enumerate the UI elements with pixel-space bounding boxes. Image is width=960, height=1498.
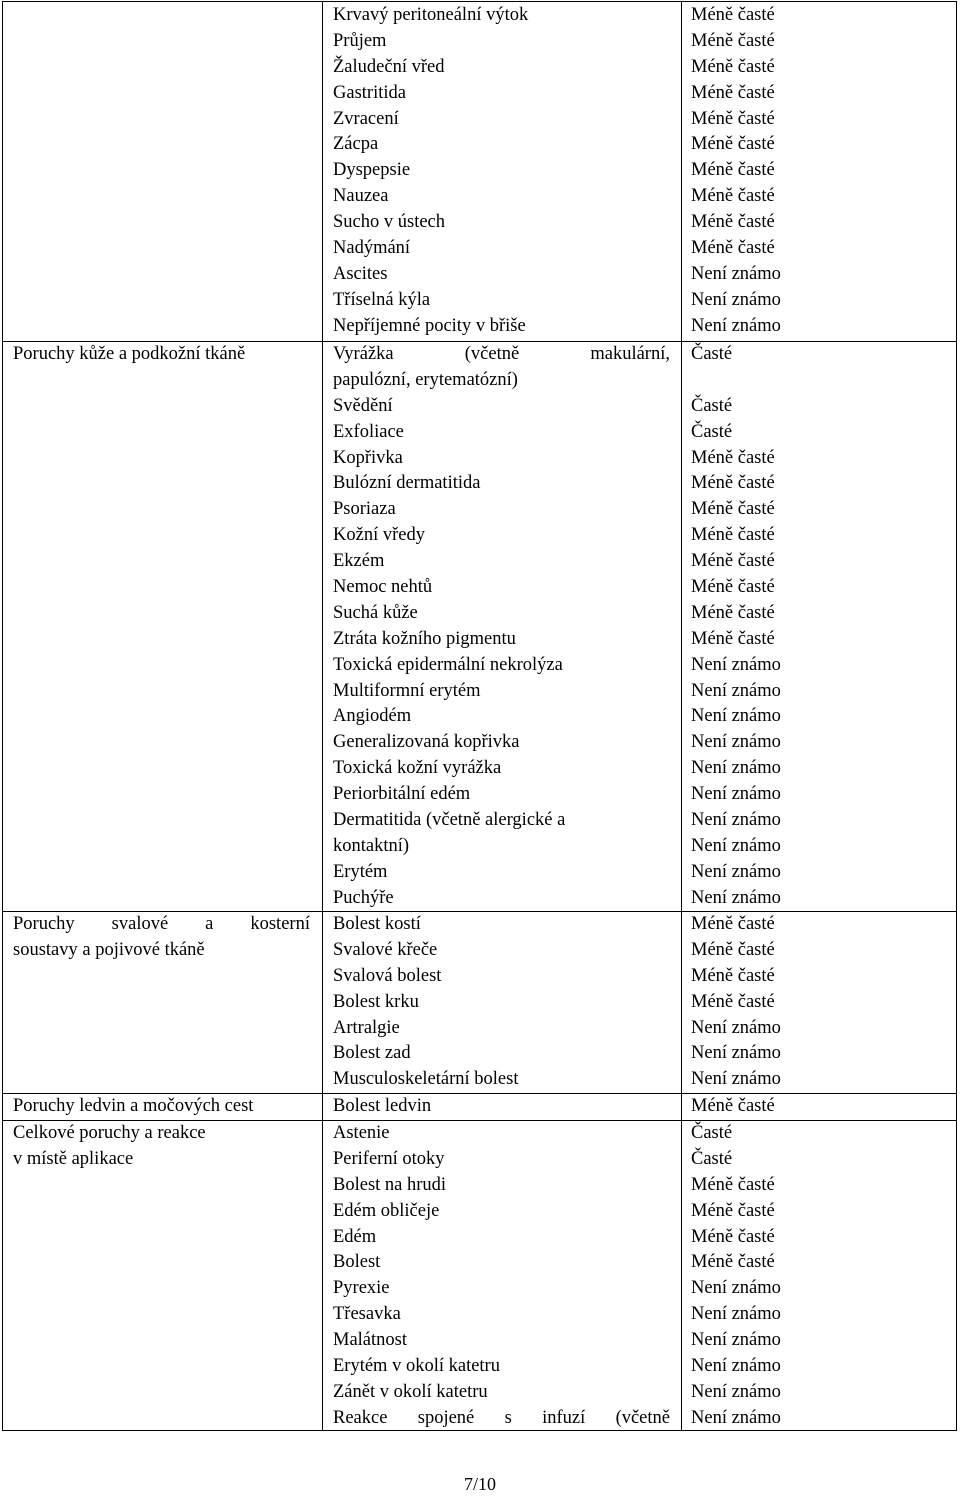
effect-text: Astenie: [333, 1123, 390, 1143]
frequency-text: Méně časté: [691, 5, 775, 25]
effect-text: Bolest na hrudi: [333, 1174, 447, 1195]
effect-text: Bolest kostí: [333, 914, 421, 934]
frequency-text: Není známo: [691, 1043, 781, 1064]
effect-text: Edém: [333, 1226, 377, 1247]
effect-text: Suchá kůže: [333, 602, 418, 623]
effect-text: Nadýmání: [333, 238, 411, 259]
column-divider: [322, 2, 323, 1430]
frequency-text: Méně časté: [691, 134, 775, 155]
frequency-cell: [691, 1094, 951, 1120]
effect-text: Dyspepsie: [333, 160, 411, 181]
frequency-text: Méně časté: [691, 525, 775, 546]
frequency-text: Méně časté: [691, 212, 775, 233]
effect-text: Vyrážka (včetně makulární,: [333, 344, 670, 364]
effect-text: Zánět v okolí katetru: [333, 1381, 488, 1402]
frequency-text: Méně časté: [691, 499, 775, 520]
frequency-text: Méně časté: [691, 1096, 775, 1116]
effect-text: Bolest ledvin: [333, 1096, 432, 1116]
effect-text: Zácpa: [333, 134, 379, 155]
effect-text: Multiformní erytém: [333, 680, 481, 701]
page-number: 7/10: [463, 1474, 496, 1494]
effect-text: Kožní vředy: [333, 525, 425, 546]
frequency-text: Méně časté: [691, 82, 775, 103]
effect-text: Pyrexie: [333, 1278, 390, 1299]
frequency-cell: [691, 912, 951, 1093]
frequency-cell: [691, 1121, 951, 1432]
frequency-text: Není známo: [691, 732, 781, 753]
frequency-text: Méně časté: [691, 914, 775, 934]
effect-text: Psoriaza: [333, 499, 396, 520]
frequency-text: Méně časté: [691, 447, 775, 468]
effect-text: Toxická kožní vyrážka: [333, 758, 502, 779]
effect-text: Nemoc nehtů: [333, 577, 433, 598]
frequency-text: Časté: [691, 1123, 733, 1143]
frequency-text: Méně časté: [691, 186, 775, 207]
effect-text: Erytém: [333, 861, 388, 882]
effect-text: Ekzém: [333, 551, 385, 572]
frequency-text: Časté: [691, 395, 733, 416]
category-text: soustavy a pojivové tkáně: [13, 939, 205, 960]
effect-text: Erytém v okolí katetru: [333, 1356, 500, 1377]
frequency-text: Méně časté: [691, 991, 775, 1012]
frequency-text: Není známo: [691, 1381, 781, 1402]
frequency-text: Není známo: [691, 784, 781, 805]
effect-text: Třesavka: [333, 1304, 401, 1325]
effect-text: Žaludeční vřed: [333, 56, 445, 77]
frequency-text: Není známo: [691, 887, 781, 908]
effect-text: Musculoskeletární bolest: [333, 1069, 519, 1090]
frequency-text: Méně časté: [691, 1174, 775, 1195]
frequency-text: Méně časté: [691, 56, 775, 77]
frequency-cell: [691, 342, 951, 912]
effect-text: Zvracení: [333, 108, 399, 129]
category-text: Celkové poruchy a reakce: [13, 1123, 206, 1143]
effect-text: Generalizovaná kopřivka: [333, 732, 520, 753]
frequency-text: Není známo: [691, 654, 781, 675]
effect-text: Periferní otoky: [333, 1148, 445, 1169]
effect-text: Reakce spojené s infuzí (včetně: [333, 1407, 670, 1428]
effect-text: Nepříjemné pocity v břiše: [333, 315, 526, 336]
frequency-text: Není známo: [691, 861, 781, 882]
category-cell: [13, 1094, 310, 1120]
frequency-text: Není známo: [691, 1278, 781, 1299]
frequency-cell: [691, 3, 951, 340]
effect-text: Edém obličeje: [333, 1200, 440, 1221]
frequency-text: [691, 368, 951, 394]
category-cell: [13, 912, 310, 964]
effect-text: Bolest zad: [333, 1043, 411, 1064]
effect-text: Svalové křeče: [333, 939, 438, 960]
effect-text: Dermatitida (včetně alergické a: [333, 810, 566, 831]
effect-text: Bulózní dermatitida: [333, 473, 481, 494]
effect-cell: [333, 342, 670, 912]
frequency-text: Méně časté: [691, 1200, 775, 1221]
effect-cell: [333, 912, 670, 1093]
effect-text: Malátnost: [333, 1330, 407, 1351]
effect-text: Exfoliace: [333, 421, 404, 442]
frequency-text: Časté: [691, 1148, 733, 1169]
effect-text: Svědění: [333, 395, 393, 416]
effect-text: Periorbitální edém: [333, 784, 471, 805]
effect-text: Nauzea: [333, 186, 389, 207]
category-text: Poruchy svalové a kosterní: [13, 914, 310, 934]
effect-text: Bolest: [333, 1252, 381, 1273]
frequency-text: Méně časté: [691, 160, 775, 181]
frequency-text: Není známo: [691, 289, 781, 310]
effect-cell: [333, 3, 670, 340]
frequency-text: Není známo: [691, 706, 781, 727]
frequency-text: Není známo: [691, 1304, 781, 1325]
category-text: Poruchy ledvin a močových cest: [13, 1096, 254, 1116]
frequency-text: Méně časté: [691, 1226, 775, 1247]
column-divider: [681, 2, 682, 1430]
frequency-text: Není známo: [691, 315, 781, 336]
effect-text: Ztráta kožního pigmentu: [333, 628, 516, 649]
effect-text: Tříselná kýla: [333, 289, 431, 310]
effect-text: Toxická epidermální nekrolýza: [333, 654, 563, 675]
frequency-text: Méně časté: [691, 551, 775, 572]
effect-text: Sucho v ústech: [333, 212, 446, 233]
effect-text: Artralgie: [333, 1017, 400, 1038]
frequency-text: Časté: [691, 421, 733, 442]
effect-text: kontaktní): [333, 835, 410, 856]
effect-text: papulózní, erytematózní): [333, 369, 518, 390]
effect-text: Gastritida: [333, 82, 406, 103]
frequency-text: Méně časté: [691, 1252, 775, 1273]
effect-text: Puchýře: [333, 887, 394, 908]
frequency-text: Méně časté: [691, 939, 775, 960]
effect-text: Svalová bolest: [333, 965, 442, 986]
frequency-text: Není známo: [691, 1017, 781, 1038]
frequency-text: Není známo: [691, 1407, 781, 1428]
adverse-effects-table: [2, 1, 957, 1431]
frequency-text: Méně časté: [691, 602, 775, 623]
effect-cell: [333, 1094, 670, 1120]
frequency-text: Není známo: [691, 263, 781, 284]
effect-text: Bolest krku: [333, 991, 419, 1012]
category-text: Poruchy kůže a podkožní tkáně: [13, 344, 246, 364]
effect-text: Průjem: [333, 30, 387, 51]
frequency-text: Není známo: [691, 1356, 781, 1377]
frequency-text: Méně časté: [691, 108, 775, 129]
frequency-text: Není známo: [691, 1330, 781, 1351]
frequency-text: Méně časté: [691, 30, 775, 51]
frequency-text: Méně časté: [691, 577, 775, 598]
frequency-text: Méně časté: [691, 965, 775, 986]
frequency-text: Není známo: [691, 680, 781, 701]
effect-text: Kopřivka: [333, 447, 403, 468]
category-text: v místě aplikace: [13, 1148, 134, 1169]
frequency-text: Není známo: [691, 810, 781, 831]
effect-text: Ascites: [333, 263, 388, 284]
frequency-text: Není známo: [691, 758, 781, 779]
frequency-text: Méně časté: [691, 473, 775, 494]
effect-text: Krvavý peritoneální výtok: [333, 5, 529, 25]
frequency-text: Není známo: [691, 1069, 781, 1090]
category-cell: [13, 342, 310, 368]
frequency-text: Méně časté: [691, 238, 775, 259]
category-cell: [13, 1121, 310, 1173]
effect-text: Angiodém: [333, 706, 412, 727]
frequency-text: Není známo: [691, 835, 781, 856]
effect-cell: [333, 1121, 670, 1432]
frequency-text: Časté: [691, 344, 733, 364]
frequency-text: Méně časté: [691, 628, 775, 649]
